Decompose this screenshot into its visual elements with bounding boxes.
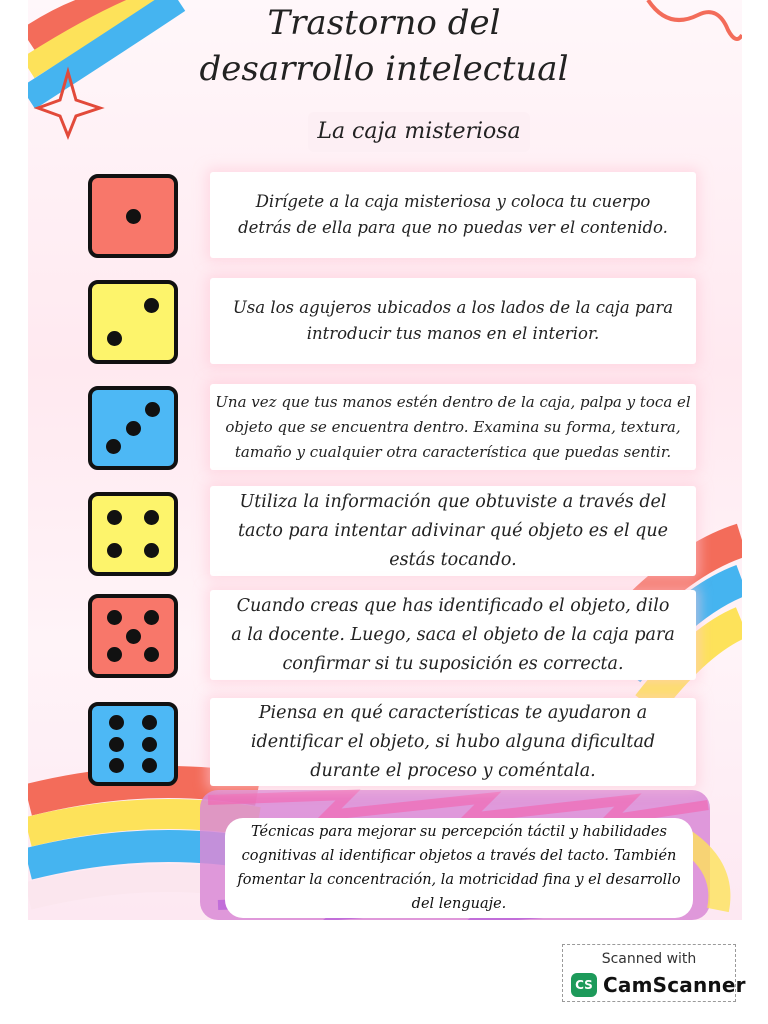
die-pip [107, 610, 122, 625]
die-pip [126, 629, 141, 644]
die-pip [145, 402, 160, 417]
step-3-line: tamaño y cualquier otra característica que puedas sentir. [234, 442, 672, 461]
summary-line: Técnicas para mejorar su percepción táctil y habilidades [251, 824, 667, 840]
die-pip [109, 758, 124, 773]
step-card-5 [210, 590, 696, 680]
step-4-line: Utiliza la información que obtuviste a través del [239, 491, 667, 512]
summary-line: fomentar la concentración, la motricidad fina y el desarrollo [237, 872, 681, 888]
die-2-icon [88, 280, 178, 364]
title-line-1: Trastorno del [267, 3, 501, 43]
badge-brand: CamScanner [603, 973, 746, 997]
step-5-line: confirmar si tu suposición es correcta. [282, 653, 624, 674]
step-card-6 [210, 698, 696, 786]
die-pip [109, 715, 124, 730]
die-pip [107, 331, 122, 346]
die-4-icon [88, 492, 178, 576]
step-5-line: Cuando creas que has identificado el objeto, dilo [236, 595, 670, 616]
step-2-line: introducir tus manos en el interior. [306, 324, 600, 343]
step-card-3 [210, 384, 696, 470]
camscanner-logo-icon: CS [571, 973, 597, 997]
summary-line: del lenguaje. [411, 896, 507, 912]
die-pip [106, 439, 121, 454]
summary-line: cognitivas al identificar objetos a través del tacto. También [241, 848, 677, 864]
step-2-line: Usa los agujeros ubicados a los lados de la caja para [232, 298, 674, 317]
die-5-icon [88, 594, 178, 678]
camscanner-badge [562, 944, 746, 1002]
step-card-4 [210, 486, 696, 576]
die-3-icon [88, 386, 178, 470]
step-5-line: a la docente. Luego, saca el objeto de la caja para [231, 624, 675, 645]
step-6-line: durante el proceso y coméntala. [310, 760, 596, 781]
step-card-1 [210, 172, 696, 258]
step-3-line: Una vez que tus manos estén dentro de la caja, palpa y toca el [215, 392, 691, 411]
die-pip [107, 510, 122, 525]
step-6-line: Piensa en qué características te ayudaron a [258, 702, 648, 723]
step-4-line: estás tocando. [389, 549, 517, 570]
die-pip [142, 758, 157, 773]
step-card-2 [210, 278, 696, 364]
step-1-line: Dirígete a la caja misteriosa y coloca tu cuerpo [255, 192, 651, 211]
die-pip [142, 715, 157, 730]
die-pip [109, 737, 124, 752]
die-pip [126, 421, 141, 436]
die-1-icon [88, 174, 178, 258]
step-4-line: tacto para intentar adivinar qué objeto es el que [238, 520, 668, 541]
title-line-2: desarrollo intelectual [199, 49, 569, 89]
step-6-line: identificar el objeto, si hubo alguna dificultad [250, 731, 656, 752]
die-pip [144, 298, 159, 313]
step-1-line: detrás de ella para que no puedas ver el contenido. [238, 218, 668, 237]
die-pip [107, 543, 122, 558]
die-pip [144, 510, 159, 525]
die-pip [142, 737, 157, 752]
subtitle: La caja misteriosa [308, 112, 530, 152]
die-pip [126, 209, 141, 224]
die-6-icon [88, 702, 178, 786]
die-pip [107, 647, 122, 662]
step-3-line: objeto que se encuentra dentro. Examina su forma, textura, [225, 417, 681, 436]
badge-caption: Scanned with [601, 951, 697, 967]
die-pip [144, 610, 159, 625]
summary-box [225, 818, 693, 918]
die-pip [144, 543, 159, 558]
die-pip [144, 647, 159, 662]
